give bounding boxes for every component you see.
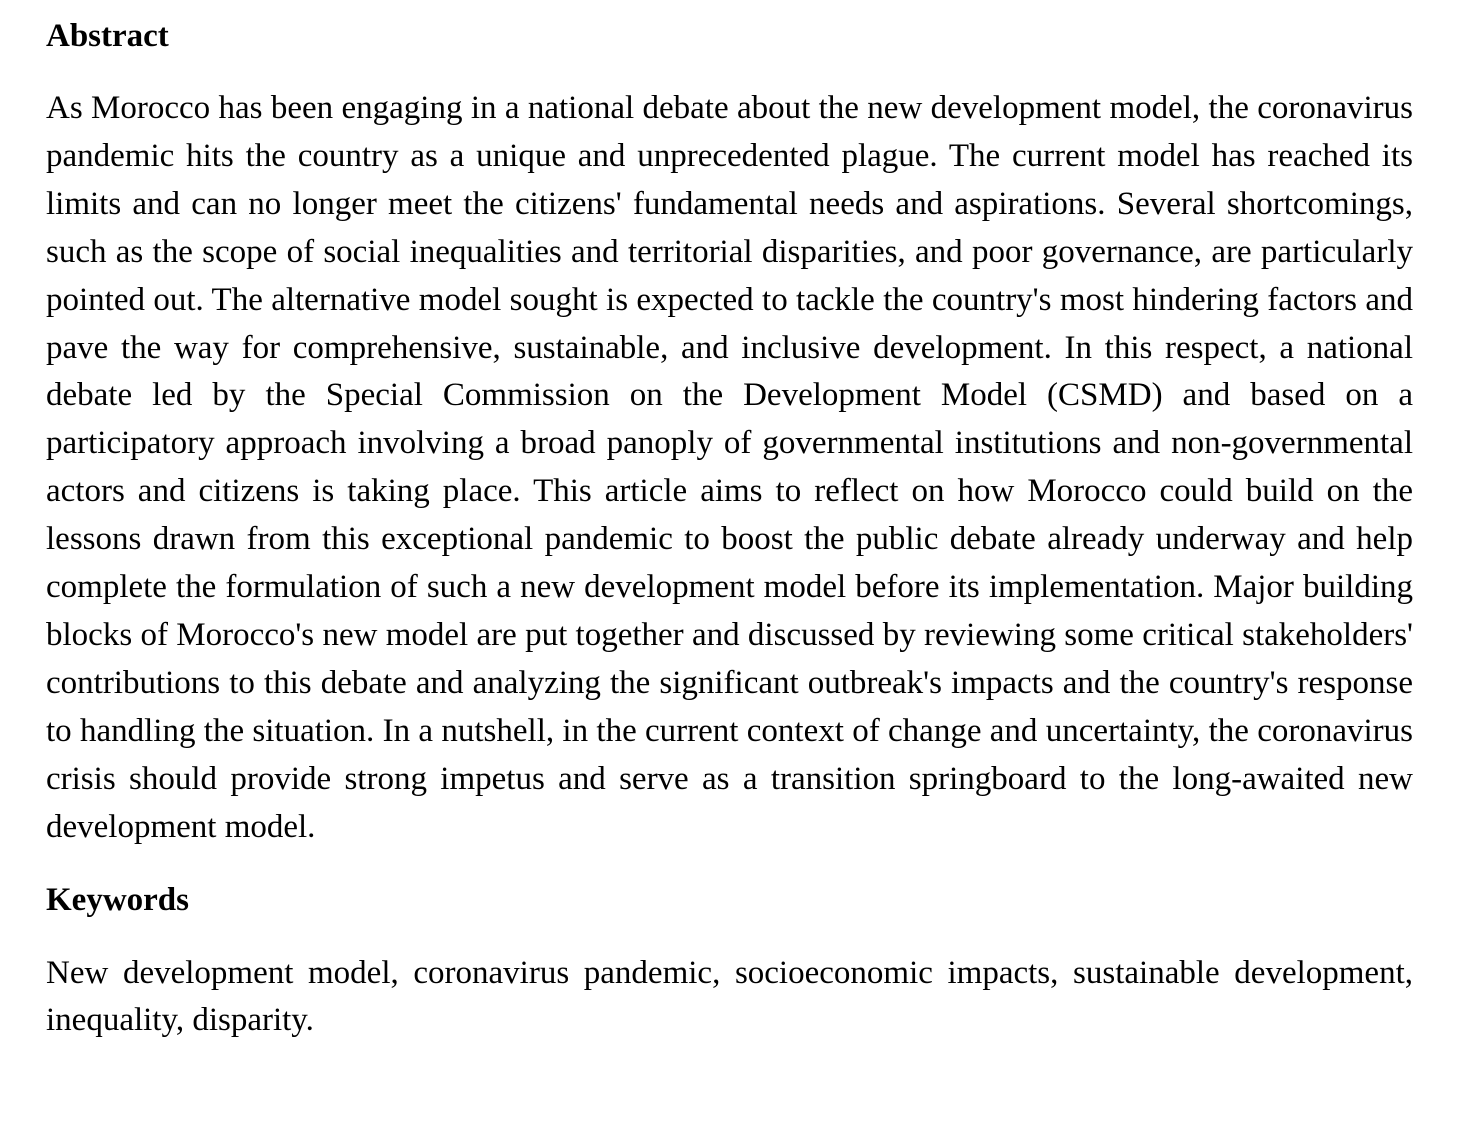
keywords-heading: Keywords <box>46 881 189 918</box>
keywords-section <box>46 880 1413 1046</box>
abstract-section <box>46 16 1413 852</box>
paper-page <box>46 0 1413 1045</box>
abstract-heading: Abstract <box>46 18 169 54</box>
keywords-body: New development model, coronavirus pandemic, socioeconomic impacts, sustainable development, inequality, disparity. <box>46 954 1413 1039</box>
abstract-body: As Morocco has been engaging in a national debate about the new development model, the coronavirus pandemic hits the country as a unique and unprecedented plague. The current model has reached its limits and can no longer meet the citizens' fundamental needs and aspirations. Several shortcomings, such as the scope of social inequalities and territorial disparities, and poor governance, are particularly pointed out. The alternative model sought is expected to tackle the country's most hindering factors and pave the way for comprehensive, sustainable, and inclusive development. In this respect, a national debate led by the Special Commission on the Development Model (CSMD) and based on a participatory approach involving a broad panoply of governmental institutions and non-governmental actors and citizens is taking place. This article aims to reflect on how Morocco could build on the lessons drawn from this exceptional pandemic to boost the public debate already underway and help complete the formulation of such a new development model before its implementation. Major building blocks of Morocco's new model are put together and discussed by reviewing some critical stakeholders' contributions to this debate and analyzing the significant outbreak's impacts and the country's response to handling the situation. In a nutshell, in the current context of change and uncertainty, the coronavirus crisis should provide strong impetus and serve as a transition springboard to the long-awaited new development model. <box>46 90 1413 845</box>
